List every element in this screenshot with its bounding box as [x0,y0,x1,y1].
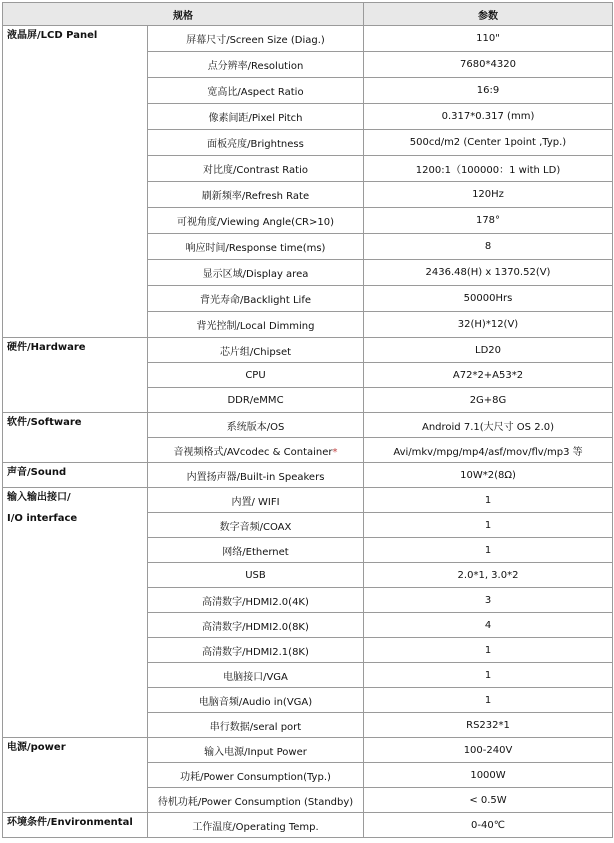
category-label: 环境条件/Environmental [7,817,133,828]
spec-item-cell [148,52,364,78]
spec-value-cell [364,26,613,52]
spec-item-label: 屏幕尺寸/Screen Size (Diag.) [186,35,325,46]
spec-value-cell [364,260,613,286]
spec-value-cell [364,52,613,78]
spec-value-cell [364,156,613,182]
spec-item-cell [148,813,364,838]
table-row [3,488,613,513]
spec-value: 120Hz [472,189,504,200]
spec-item-label: 输入电源/Input Power [204,746,307,758]
table-row [3,463,613,488]
spec-value-cell [364,438,613,463]
spec-item-cell [148,713,364,738]
footnote-mark: * [332,446,338,458]
spec-item-label: 可视角度/Viewing Angle(CR>10) [176,217,335,228]
spec-value: 100-240V [463,744,513,756]
spec-value: A72*2+A53*2 [452,369,524,381]
spec-value: 178° [475,215,501,226]
spec-item-label: 对比度/Contrast Ratio [203,165,308,176]
spec-item-cell [148,130,364,156]
table-row [3,26,613,52]
spec-item-label: 背光寿命/Backlight Life [199,295,311,306]
spec-item-label: 刷新频率/Refresh Rate [201,191,310,202]
spec-item-cell [148,26,364,52]
spec-item-label: 网络/Ethernet [222,546,289,558]
category-cell [3,338,148,413]
spec-item-label: 高清数字/HDMI2.0(4K) [202,596,309,608]
spec-value-cell [364,663,613,688]
spec-item-cell [148,788,364,813]
spec-item-cell [148,738,364,763]
spec-item-cell [148,156,364,182]
spec-item-cell [148,513,364,538]
spec-item-label: 宽高比/Aspect Ratio [207,87,304,98]
spec-value: 10W*2(8Ω) [460,469,516,481]
spec-item-label: 工作温度/Operating Temp. [192,821,319,833]
spec-item-cell [148,638,364,663]
spec-value: 1 [484,644,492,656]
spec-value-cell [364,713,613,738]
category-cell [3,738,148,813]
table-row [3,413,613,438]
spec-value: 1 [484,494,492,506]
spec-item-label: DDR/eMMC [227,394,284,406]
spec-item-label: 高清数字/HDMI2.1(8K) [202,646,309,658]
spec-item-cell [148,234,364,260]
spec-value-cell [364,538,613,563]
category-label: 声音/Sound [7,467,67,478]
spec-item-cell [148,438,364,463]
category-label: 硬件/Hardware [7,342,86,353]
spec-item-label: USB [245,569,266,581]
spec-value: 1 [484,694,492,706]
spec-value-cell [364,688,613,713]
spec-value-cell [364,312,613,338]
spec-item-cell [148,488,364,513]
spec-item-cell [148,413,364,438]
spec-value-cell [364,488,613,513]
spec-value: 32(H)*12(V) [457,319,519,330]
spec-value: RS232*1 [466,719,510,731]
spec-value: 1 [484,544,492,556]
spec-item-label: 音视频格式/AVcodec & Container [173,446,333,458]
spec-item-label: 电脑接口/VGA [223,671,288,683]
spec-value: 3 [484,594,492,606]
spec-value: 2.0*1, 3.0*2 [457,569,519,581]
category-cell [3,813,148,838]
spec-value-cell [364,738,613,763]
spec-value: 4 [484,619,492,631]
spec-value: 7680*4320 [460,59,516,70]
spec-table [2,2,613,838]
spec-item-label: 内置扬声器/Built-in Speakers [186,471,325,483]
spec-value: 50000Hrs [463,293,513,304]
spec-value-cell [364,638,613,663]
spec-item-label: 电脑音频/Audio in(VGA) [198,696,313,708]
spec-value: < 0.5W [469,794,507,806]
spec-item-cell [148,463,364,488]
category-cell [3,463,148,488]
spec-item-label: 点分辨率/Resolution [207,61,304,72]
spec-item-cell [148,563,364,588]
spec-value: 2436.48(H) x 1370.52(V) [425,267,551,278]
spec-value: 0.317*0.317 (mm) [441,111,535,122]
spec-value-cell [364,234,613,260]
spec-value-cell [364,813,613,838]
category-label: 输入输出接口/ [7,492,71,503]
spec-item-cell [148,104,364,130]
spec-value-cell [364,208,613,234]
spec-item-cell [148,260,364,286]
spec-item-label: 系统版本/OS [226,421,285,433]
spec-item-label: 显示区域/Display area [202,269,309,280]
spec-value: 1 [484,519,492,531]
header-param: 参数 [364,3,613,26]
spec-item-cell [148,688,364,713]
spec-item-cell [148,663,364,688]
spec-item-cell [148,182,364,208]
spec-value: 8 [484,241,492,252]
spec-value-cell [364,338,613,363]
spec-value-cell [364,363,613,388]
table-row [3,738,613,763]
spec-item-label: 面板亮度/Brightness [207,139,304,150]
spec-value-cell [364,413,613,438]
spec-value: 1000W [470,769,506,781]
spec-value: 0-40℃ [471,819,505,831]
spec-value-cell [364,463,613,488]
spec-item-label: 串行数据/seral port [209,721,302,733]
spec-value-cell [364,104,613,130]
spec-item-cell [148,588,364,613]
spec-value-cell [364,588,613,613]
spec-value: 1200:1（100000：1 with LD) [415,165,561,176]
spec-value-cell [364,763,613,788]
spec-item-label: 数字音频/COAX [219,521,292,533]
spec-value: 16:9 [476,85,500,96]
spec-item-label: 响应时间/Response time(ms) [185,243,326,254]
spec-item-cell [148,763,364,788]
table-row [3,338,613,363]
spec-item-label: 背光控制/Local Dimming [196,321,315,332]
spec-item-label: 功耗/Power Consumption(Typ.) [180,771,331,783]
spec-item-cell [148,78,364,104]
spec-item-cell [148,208,364,234]
spec-item-cell [148,338,364,363]
spec-item-cell [148,312,364,338]
spec-item-cell [148,388,364,413]
spec-value: 500cd/m2 (Center 1point ,Typ.) [409,137,567,148]
header-row [3,3,613,26]
spec-item-label: 像素间距/Pixel Pitch [208,113,303,124]
table-row [3,813,613,838]
spec-item-cell [148,538,364,563]
spec-item-label: 高清数字/HDMI2.0(8K) [202,621,309,633]
category-cell [3,26,148,338]
spec-value: Android 7.1(大尺寸 OS 2.0) [421,421,555,433]
category-label: 软件/Software [7,417,82,428]
spec-value-cell [364,563,613,588]
spec-value-cell [364,788,613,813]
category-label: 液晶屏/LCD Panel [7,30,98,41]
spec-value: LD20 [475,344,501,356]
spec-item-cell [148,363,364,388]
spec-value: Avi/mkv/mpg/mp4/asf/mov/flv/mp3 等 [393,446,583,458]
category-label: 电源/power [7,742,66,753]
spec-value-cell [364,130,613,156]
spec-value-cell [364,513,613,538]
category-cell [3,488,148,738]
spec-value-cell [364,286,613,312]
spec-value: 110" [476,33,500,44]
category-cell [3,413,148,463]
header-spec: 规格 [3,3,364,26]
spec-item-cell [148,613,364,638]
spec-value-cell [364,182,613,208]
spec-body [3,26,613,838]
spec-item-label: CPU [245,369,266,381]
spec-value: 2G+8G [469,394,507,406]
spec-item-label: 芯片组/Chipset [219,346,292,358]
spec-value-cell [364,388,613,413]
spec-item-label: 内置/ WIFI [231,496,280,508]
spec-value-cell [364,613,613,638]
spec-item-label: 待机功耗/Power Consumption (Standby) [157,796,354,808]
spec-item-cell [148,286,364,312]
spec-value: 1 [484,669,492,681]
category-label-line2: I/O interface [7,513,78,524]
spec-value-cell [364,78,613,104]
